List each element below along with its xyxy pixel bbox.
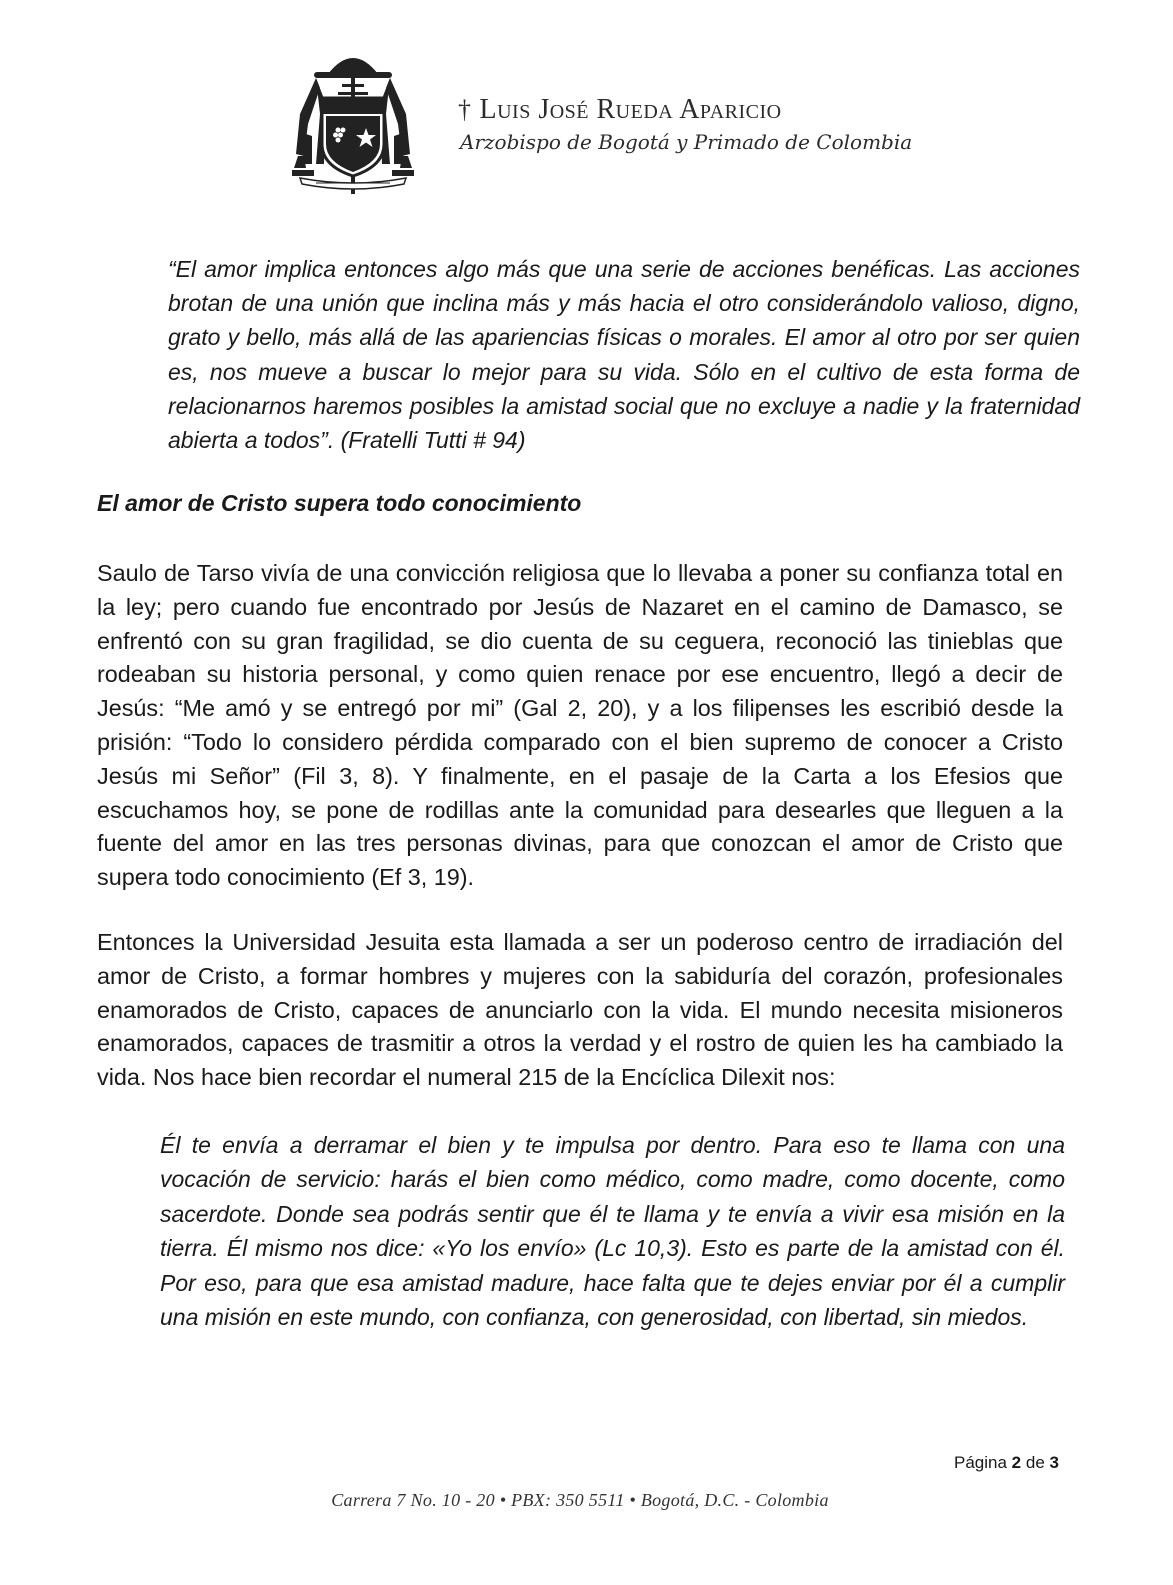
paragraph-saulo: Saulo de Tarso vivía de una convicción religiosa que lo llevaba a poner su confianza total en la ley; pero cuando fue encontrado por Jesús de Nazaret en el camino de Damasco, se enfrentó con su gran fragilidad, se dio cuenta de su ceguera, reconoció las tinieblas que rodeaban su historia personal, y como quien renace por ese encuentro, llegó a decir de Jesús: “Me amó y se entregó por mi” (Gal 2, 20), y a los filipenses les escribió desde la prisión: “Todo lo considero pérdida comparado con el bien supremo de conocer a Cristo Jesús mi Señor” (Fil 3, 8). Y finalmente, en el pasaje de la Carta a los Efesios que escuchamos hoy, se pone de rodillas ante la comunidad para desearles que lleguen a la fuente del amor en las tres personas divinas, para que conozcan el amor de Cristo que supera todo conocimiento (Ef 3, 19). (97, 560, 1063, 891)
page-total: 3 (1049, 1453, 1059, 1472)
dilexit-nos-quote: Él te envía a derramar el bien y te impulsa por dentro. Para eso te llama con una vocación de servicio: harás el bien como médico, como madre, como docente, como sacerdote. Donde sea podrás sentir que él te llama y te envía a vivir esa misión en la tierra. Él mismo nos dice: «Yo los envío» (Lc 10,3). Esto es parte de la amistad con él. Por eso, para que esa amistad madure, hace falta que te dejes enviar por él a cumplir una misión en este mundo, con confianza, con generosidad, con libertad, sin miedos. (160, 1132, 1065, 1331)
letterhead (458, 93, 912, 157)
page-label: Página (954, 1453, 1007, 1472)
footer-address: Carrera 7 No. 10 - 20 • PBX: 350 5511 • Bogotá, D.C. - Colombia (331, 1490, 829, 1510)
cross-symbol: † (458, 95, 472, 124)
fratelli-tutti-quote: “El amor implica entonces algo más que una serie de acciones benéficas. Las acciones brotan de una unión que inclina más y más hacia el otro considerándolo valioso, digno, grato y bello, más allá de las apariencias físicas o morales. El amor al otro por ser quien es, nos mueve a buscar lo mejor para su vida. Sólo en el cultivo de esta forma de relacionarnos haremos posibles la amistad social que no excluye a nadie y la fraternidad abierta a todos”. (Fratelli Tutti # 94) (168, 256, 1080, 454)
section-heading: El amor de Cristo supera todo conocimiento (97, 490, 582, 516)
page-number (954, 1453, 1059, 1473)
page-of: de (1025, 1453, 1045, 1472)
archbishop-name-text: Luis José Rueda Aparicio (479, 94, 782, 125)
archbishop-title: Arzobispo de Bogotá y Primado de Colombia (460, 130, 913, 154)
paragraph-universidad: Entonces la Universidad Jesuita esta llamada a ser un poderoso centro de irradiación del amor de Cristo, a formar hombres y mujeres con la sabiduría del corazón, profesionales enamorados de Cristo, capaces de anunciarlo con la vida. El mundo necesita misioneros enamorados, capaces de trasmitir a otros la verdad y el rostro de quien les ha cambiado la vida. Nos hace bien recordar el numeral 215 de la Encíclica Dilexit nos: (97, 929, 1063, 1091)
page-current: 2 (1011, 1453, 1022, 1472)
archbishop-name (458, 93, 912, 127)
coat-of-arms-emblem (292, 44, 414, 202)
